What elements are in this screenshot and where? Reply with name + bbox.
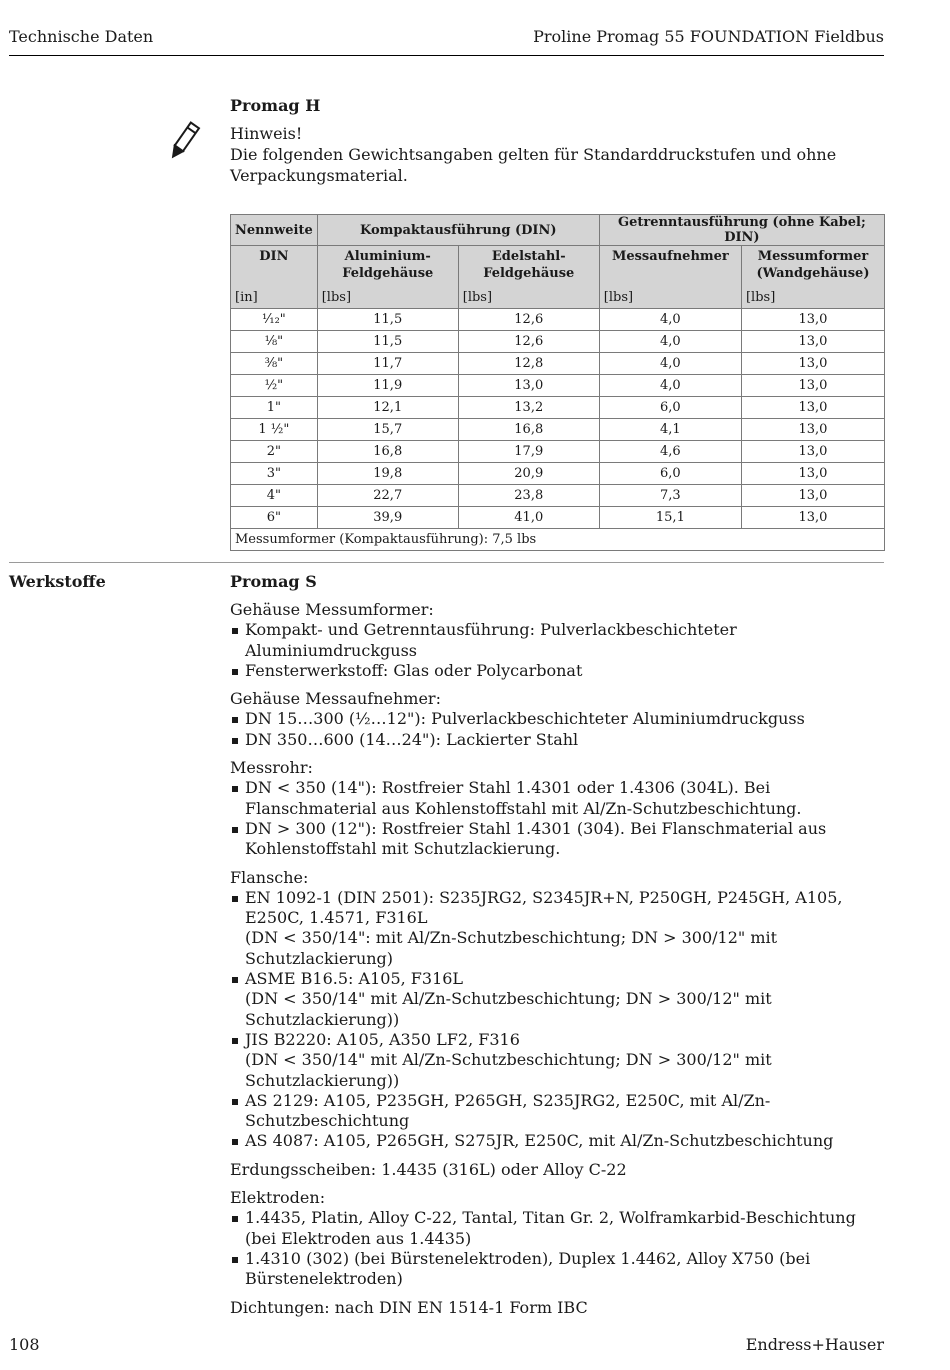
note-title: Hinweis!	[230, 124, 303, 143]
table-footnote: Messumformer (Kompaktausführung): 7,5 lbs	[231, 529, 885, 551]
pencil-icon	[163, 120, 205, 162]
group-title: Gehäuse Messaufnehmer:	[230, 689, 441, 709]
cell-weight: 15,7	[317, 419, 458, 441]
list-item: DN 350…600 (14…24"): Lackierter Stahl	[230, 730, 890, 750]
dichtungen: Dichtungen: nach DIN EN 1514-1 Form IBC	[230, 1297, 588, 1317]
cell-nennweite: ¹⁄₈"	[231, 331, 318, 353]
cell-weight: 12,6	[458, 331, 599, 353]
list-item	[230, 969, 890, 1030]
cell-weight: 13,0	[741, 397, 884, 419]
cell-weight: 41,0	[458, 507, 599, 529]
col-nennweite: Nennweite	[231, 215, 318, 246]
cell-weight: 13,0	[741, 331, 884, 353]
list-item: AS 2129: A105, P235GH, P265GH, S235JRG2, E250C, mit Al/Zn-Schutzbeschichtung	[230, 1091, 890, 1132]
cell-weight: 39,9	[317, 507, 458, 529]
item-text: JIS B2220: A105, A350 LF2, F316	[245, 1029, 520, 1049]
list-item: DN 15…300 (½…12"): Pulverlackbeschichteter Aluminiumdruckguss	[230, 709, 890, 729]
table-row	[231, 331, 885, 353]
group-title: Gehäuse Messumformer:	[230, 600, 434, 619]
unit-lbs: [lbs]	[317, 286, 458, 309]
list-item: DN < 350 (14"): Rostfreier Stahl 1.4301 oder 1.4306 (304L). Bei Flanschmaterial aus Kohlenstoffstahl mit Al/Zn-Schutzbeschichtung.	[230, 778, 890, 819]
group-gehaeuse-messaufnehmer	[230, 689, 890, 750]
cell-weight: 12,8	[458, 353, 599, 375]
cell-weight: 4,0	[599, 309, 741, 331]
unit-lbs: [lbs]	[741, 286, 884, 309]
unit-lbs: [lbs]	[599, 286, 741, 309]
cell-weight: 4,0	[599, 353, 741, 375]
cell-weight: 22,7	[317, 485, 458, 507]
page-number: 108	[9, 1335, 40, 1354]
col-aluminium: Aluminium-Feldgehäuse	[317, 246, 458, 287]
weight-table	[230, 214, 885, 551]
group-elektroden	[230, 1188, 890, 1289]
cell-weight: 16,8	[317, 441, 458, 463]
cell-nennweite: 3"	[231, 463, 318, 485]
cell-weight: 16,8	[458, 419, 599, 441]
list-item	[230, 1030, 890, 1091]
promag-s-heading: Promag S	[230, 572, 317, 591]
list-item: 1.4435, Platin, Alloy C-22, Tantal, Titan Gr. 2, Wolframkarbid-Beschichtung (bei Elektroden aus 1.4435)	[230, 1208, 890, 1249]
weight-table-body	[231, 309, 885, 529]
cell-weight: 20,9	[458, 463, 599, 485]
col-messumformer: Messumformer (Wandgehäuse)	[741, 246, 884, 287]
list-item: DN > 300 (12"): Rostfreier Stahl 1.4301 (304). Bei Flanschmaterial aus Kohlenstoffstahl mit Schutzlackierung.	[230, 819, 890, 860]
cell-weight: 15,1	[599, 507, 741, 529]
cell-weight: 13,0	[741, 507, 884, 529]
group-title: Messrohr:	[230, 758, 313, 778]
group-title: Elektroden:	[230, 1188, 326, 1208]
cell-weight: 13,0	[741, 375, 884, 397]
item-subtext: (DN < 350/14" mit Al/Zn-Schutzbeschichtung; DN > 300/12" mit Schutzlackierung))	[245, 989, 772, 1029]
header-rule	[9, 55, 884, 56]
cell-nennweite: ½"	[231, 375, 318, 397]
cell-weight: 11,9	[317, 375, 458, 397]
table-row	[231, 419, 885, 441]
cell-weight: 17,9	[458, 441, 599, 463]
cell-weight: 4,1	[599, 419, 741, 441]
table-row	[231, 441, 885, 463]
cell-weight: 6,0	[599, 397, 741, 419]
cell-weight: 11,5	[317, 309, 458, 331]
group-gehaeuse-messumformer	[230, 600, 890, 681]
list-item: 1.4310 (302) (bei Bürstenelektroden), Duplex 1.4462, Alloy X750 (bei Bürstenelektroden)	[230, 1249, 890, 1290]
col-messaufnehmer: Messaufnehmer	[599, 246, 741, 287]
note-block	[230, 123, 885, 186]
table-row	[231, 463, 885, 485]
header-document-title: Proline Promag 55 FOUNDATION Fieldbus	[533, 27, 884, 46]
brand-name: Endress+Hauser	[745, 1335, 884, 1354]
cell-nennweite: 6"	[231, 507, 318, 529]
table-row	[231, 507, 885, 529]
side-label-werkstoffe: Werkstoffe	[9, 572, 106, 591]
cell-weight: 12,6	[458, 309, 599, 331]
list-item	[230, 888, 890, 969]
table-row	[231, 353, 885, 375]
cell-weight: 13,0	[741, 353, 884, 375]
cell-nennweite: ¹⁄₁₂"	[231, 309, 318, 331]
cell-weight: 13,0	[458, 375, 599, 397]
cell-weight: 19,8	[317, 463, 458, 485]
cell-weight: 13,0	[741, 419, 884, 441]
cell-weight: 13,0	[741, 463, 884, 485]
cell-nennweite: 4"	[231, 485, 318, 507]
item-text: ASME B16.5: A105, F316L	[245, 969, 464, 989]
col-kompakt: Kompaktausführung (DIN)	[317, 215, 599, 246]
note-text: Die folgenden Gewichtsangaben gelten für Standarddruckstufen und ohne Verpackungsmaterial.	[230, 145, 837, 185]
group-messrohr	[230, 758, 890, 859]
cell-weight: 11,7	[317, 353, 458, 375]
section-rule	[9, 562, 884, 563]
item-subtext: (DN < 350/14" mit Al/Zn-Schutzbeschichtung; DN > 300/12" mit Schutzlackierung))	[245, 1050, 772, 1090]
cell-weight: 13,0	[741, 309, 884, 331]
cell-weight: 11,5	[317, 331, 458, 353]
header-section-title: Technische Daten	[9, 27, 154, 46]
list-item: AS 4087: A105, P265GH, S275JR, E250C, mit Al/Zn-Schutzbeschichtung	[230, 1131, 890, 1151]
item-text: EN 1092-1 (DIN 2501): S235JRG2, S2345JR+N, P250GH, P245GH, A105, E250C, 1.4571, F316L	[245, 887, 843, 928]
list-item: Fensterwerkstoff: Glas oder Polycarbonat	[230, 661, 890, 681]
cell-weight: 13,2	[458, 397, 599, 419]
erdungsscheiben: Erdungsscheiben: 1.4435 (316L) oder Alloy C-22	[230, 1159, 627, 1179]
col-din: DIN	[231, 246, 318, 287]
cell-weight: 23,8	[458, 485, 599, 507]
cell-nennweite: 2"	[231, 441, 318, 463]
cell-weight: 7,3	[599, 485, 741, 507]
table-row	[231, 397, 885, 419]
cell-weight: 4,0	[599, 331, 741, 353]
table-row	[231, 309, 885, 331]
cell-weight: 12,1	[317, 397, 458, 419]
cell-nennweite: 1"	[231, 397, 318, 419]
item-subtext: (DN < 350/14": mit Al/Zn-Schutzbeschichtung; DN > 300/12" mit Schutzlackierung)	[245, 928, 778, 968]
group-flansche	[230, 868, 890, 1152]
cell-weight: 4,0	[599, 375, 741, 397]
promag-h-heading: Promag H	[230, 96, 321, 115]
unit-in: [in]	[231, 286, 318, 309]
col-edelstahl: Edelstahl-Feldgehäuse	[458, 246, 599, 287]
list-item: Kompakt- und Getrenntausführung: Pulverlackbeschichteter Aluminiumdruckguss	[230, 620, 890, 661]
cell-nennweite: ³⁄₈"	[231, 353, 318, 375]
table-row	[231, 375, 885, 397]
cell-weight: 13,0	[741, 441, 884, 463]
group-title: Flansche:	[230, 867, 309, 887]
table-row	[231, 485, 885, 507]
cell-weight: 4,6	[599, 441, 741, 463]
unit-lbs: [lbs]	[458, 286, 599, 309]
cell-weight: 13,0	[741, 485, 884, 507]
col-getrennt: Getrenntausführung (ohne Kabel; DIN)	[599, 215, 884, 246]
cell-nennweite: 1 ½"	[231, 419, 318, 441]
cell-weight: 6,0	[599, 463, 741, 485]
werkstoffe-content	[230, 600, 890, 1326]
